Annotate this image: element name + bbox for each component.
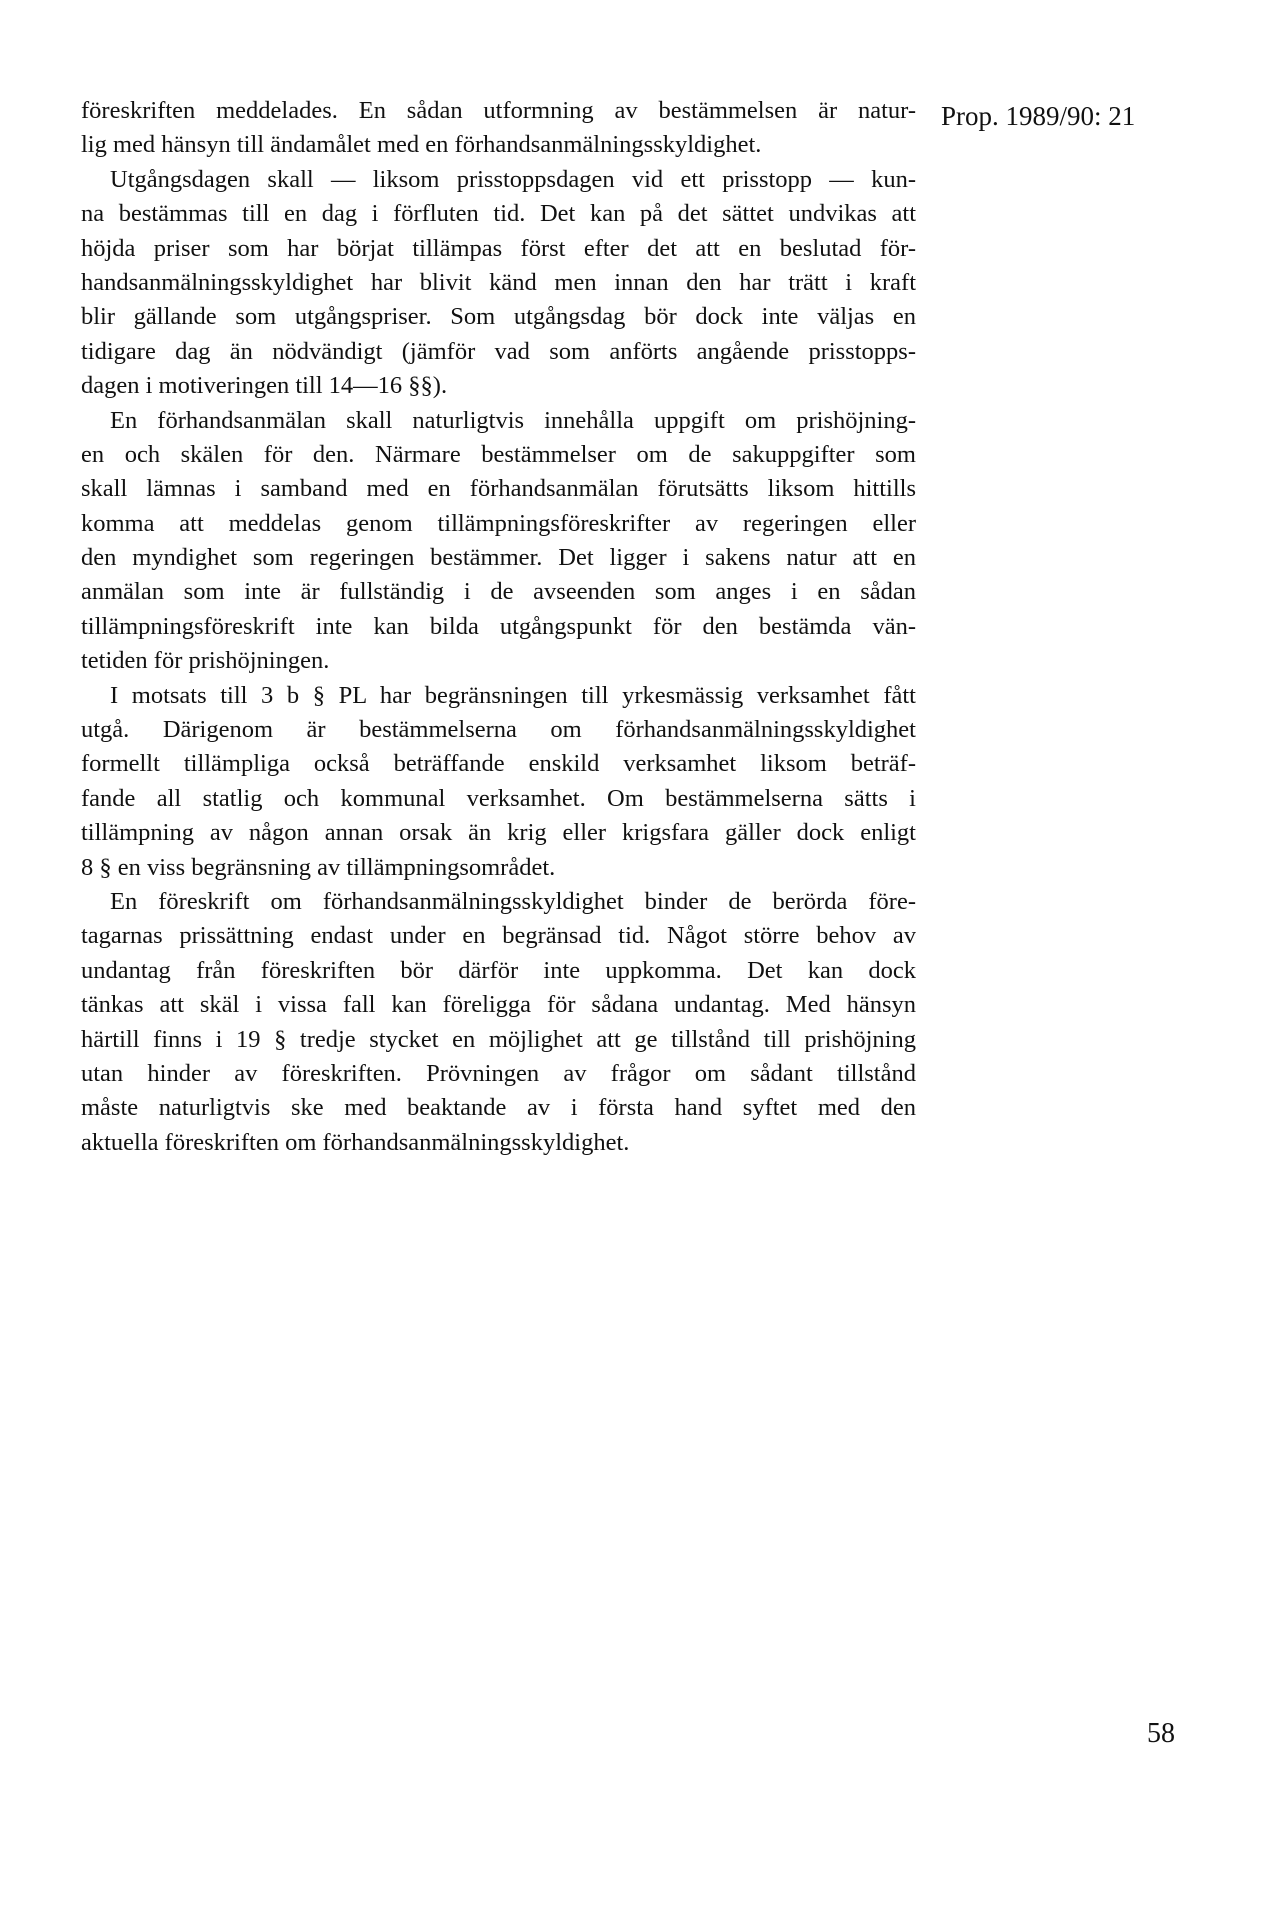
text-line: en och skälen för den. Närmare bestämmelser om de sakuppgifter som [81, 440, 916, 468]
text-line: 8 § en viss begränsning av tillämpningsområdet. [81, 853, 556, 881]
text-line: En förhandsanmälan skall naturligtvis innehålla uppgift om prishöjning- [110, 406, 916, 434]
text-line: tagarnas prissättning endast under en begränsad tid. Något större behov av [81, 922, 916, 950]
text-line: fande all statlig och kommunal verksamhet. Om bestämmelserna sätts i [81, 784, 916, 812]
text-line: aktuella föreskriften om förhandsanmälningsskyldighet. [81, 1128, 630, 1156]
text-line: I motsats till 3 b § PL har begränsningen till yrkesmässig verksamhet fått [110, 681, 916, 709]
text-line: formellt tillämpliga också beträffande enskild verksamhet liksom beträf- [81, 750, 916, 778]
text-line: tänkas att skäl i vissa fall kan föreligga för sådana undantag. Med hänsyn [81, 991, 916, 1019]
text-line: En föreskrift om förhandsanmälningsskyldighet binder de berörda före- [110, 887, 916, 915]
text-line: skall lämnas i samband med en förhandsanmälan förutsätts liksom hittills [81, 475, 916, 503]
text-line: tillämpningsföreskrift inte kan bilda utgångspunkt för den bestämda vän- [81, 612, 916, 640]
text-line: anmälan som inte är fullständig i de avseenden som anges i en sådan [81, 578, 916, 606]
text-line: tillämpning av någon annan orsak än krig eller krigsfara gäller dock enligt [81, 819, 916, 847]
text-line: dagen i motiveringen till 14—16 §§). [81, 372, 448, 400]
document-reference: Prop. 1989/90: 21 [941, 101, 1136, 131]
text-line: utan hinder av föreskriften. Prövningen av frågor om sådant tillstånd [81, 1059, 916, 1087]
text-line: den myndighet som regeringen bestämmer. Det ligger i sakens natur att en [81, 544, 916, 572]
text-line: tetiden för prishöjningen. [81, 647, 330, 675]
text-line: föreskriften meddelades. En sådan utformning av bestämmelsen är natur- [81, 97, 916, 124]
text-line: Utgångsdagen skall — liksom prisstoppsdagen vid ett prisstopp — kun- [110, 165, 916, 193]
page-number: 58 [1147, 1718, 1175, 1749]
text-line: blir gällande som utgångspriser. Som utgångsdag bör dock inte väljas en [81, 303, 916, 331]
text-line: härtill finns i 19 § tredje stycket en möjlighet att ge tillstånd till prishöjning [81, 1025, 916, 1053]
text-line: na bestämmas till en dag i förfluten tid. Det kan på det sättet undvikas att [81, 200, 916, 228]
text-line: handsanmälningsskyldighet har blivit känd men innan den har trätt i kraft [81, 268, 916, 296]
text-line: lig med hänsyn till ändamålet med en förhandsanmälningsskyldighet. [81, 131, 762, 159]
text-line: måste naturligtvis ske med beaktande av i första hand syftet med den [81, 1094, 916, 1122]
body-text [81, 94, 916, 1160]
text-line: höjda priser som har börjat tillämpas först efter det att en beslutad för- [81, 234, 916, 262]
text-line: undantag från föreskriften bör därför inte uppkomma. Det kan dock [81, 956, 916, 984]
text-line: utgå. Därigenom är bestämmelserna om förhandsanmälningsskyldighet [81, 716, 916, 744]
text-line: tidigare dag än nödvändigt (jämför vad som anförts angående prisstopps- [81, 337, 916, 365]
text-line: komma att meddelas genom tillämpningsföreskrifter av regeringen eller [81, 509, 916, 537]
